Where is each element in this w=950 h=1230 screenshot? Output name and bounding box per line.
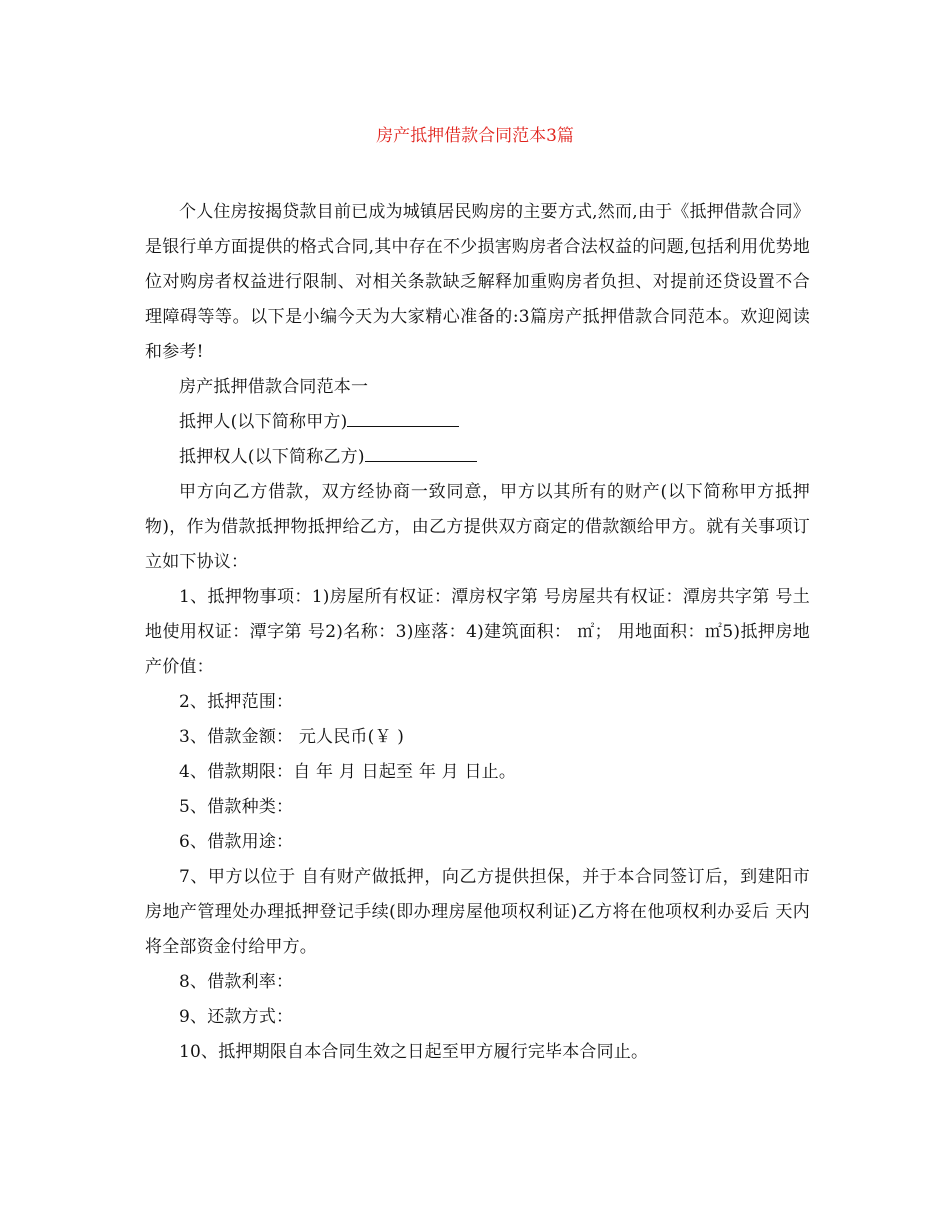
agreement-paragraph: 甲方向乙方借款，双方经协商一致同意，甲方以其所有的财产(以下简称甲方抵押物)，作为借款抵押物抵押给乙方，由乙方提供双方商定的借款额给甲方。就有关事项订立如下协议： <box>145 482 810 572</box>
mortgagee-label: 抵押权人(以下简称乙方) <box>179 447 365 467</box>
clause-7: 7、甲方以位于 自有财产做抵押，向乙方提供担保，并于本合同签订后，到建阳市房地产管理处办理抵押登记手续(即办理房屋他项权利证)乙方将在他项权利办妥后 天内将全部资金付给甲方。 <box>145 867 810 957</box>
mortgagee-blank <box>365 443 477 462</box>
clause-3: 3、借款金额： 元人民币(￥ ) <box>179 727 405 747</box>
clause-10: 10、抵押期限自本合同生效之日起至甲方履行完毕本合同止。 <box>179 1042 649 1062</box>
clause-1: 1、抵押物事项：1)房屋所有权证：潭房权字第 号房屋共有权证：潭房共字第 号土地使用权证：潭字第 号2)名称：3)座落：4)建筑面积： ㎡； 用地面积：㎡5)抵押房地产价值： <box>145 587 810 677</box>
mortgagor-blank <box>347 408 459 427</box>
document-body <box>145 195 810 1070</box>
clause-6: 6、借款用途： <box>179 832 294 852</box>
clause-8: 8、借款利率： <box>179 972 294 992</box>
mortgagee-line <box>145 440 810 475</box>
mortgagor-label: 抵押人(以下简称甲方) <box>179 412 348 432</box>
document-title: 房产抵押借款合同范本3篇 <box>376 126 574 146</box>
clause-2: 2、抵押范围： <box>179 692 294 712</box>
clause-4: 4、借款期限：自 年 月 日起至 年 月 日止。 <box>179 762 517 782</box>
intro-paragraph: 个人住房按揭贷款目前已成为城镇居民购房的主要方式,然而,由于《抵押借款合同》是银行单方面提供的格式合同,其中存在不少损害购房者合法权益的问题,包括利用优势地位对购房者权益进行限制、对相关条款缺乏解释加重购房者负担、对提前还贷设置不合理障碍等等。以下是小编今天为大家精心准备的:3篇房产抵押借款合同范本。欢迎阅读和参考! <box>145 202 810 362</box>
clause-9: 9、还款方式： <box>179 1007 294 1027</box>
mortgagor-line <box>145 405 810 440</box>
clause-5: 5、借款种类： <box>179 797 294 817</box>
section-heading: 房产抵押借款合同范本一 <box>179 377 369 397</box>
